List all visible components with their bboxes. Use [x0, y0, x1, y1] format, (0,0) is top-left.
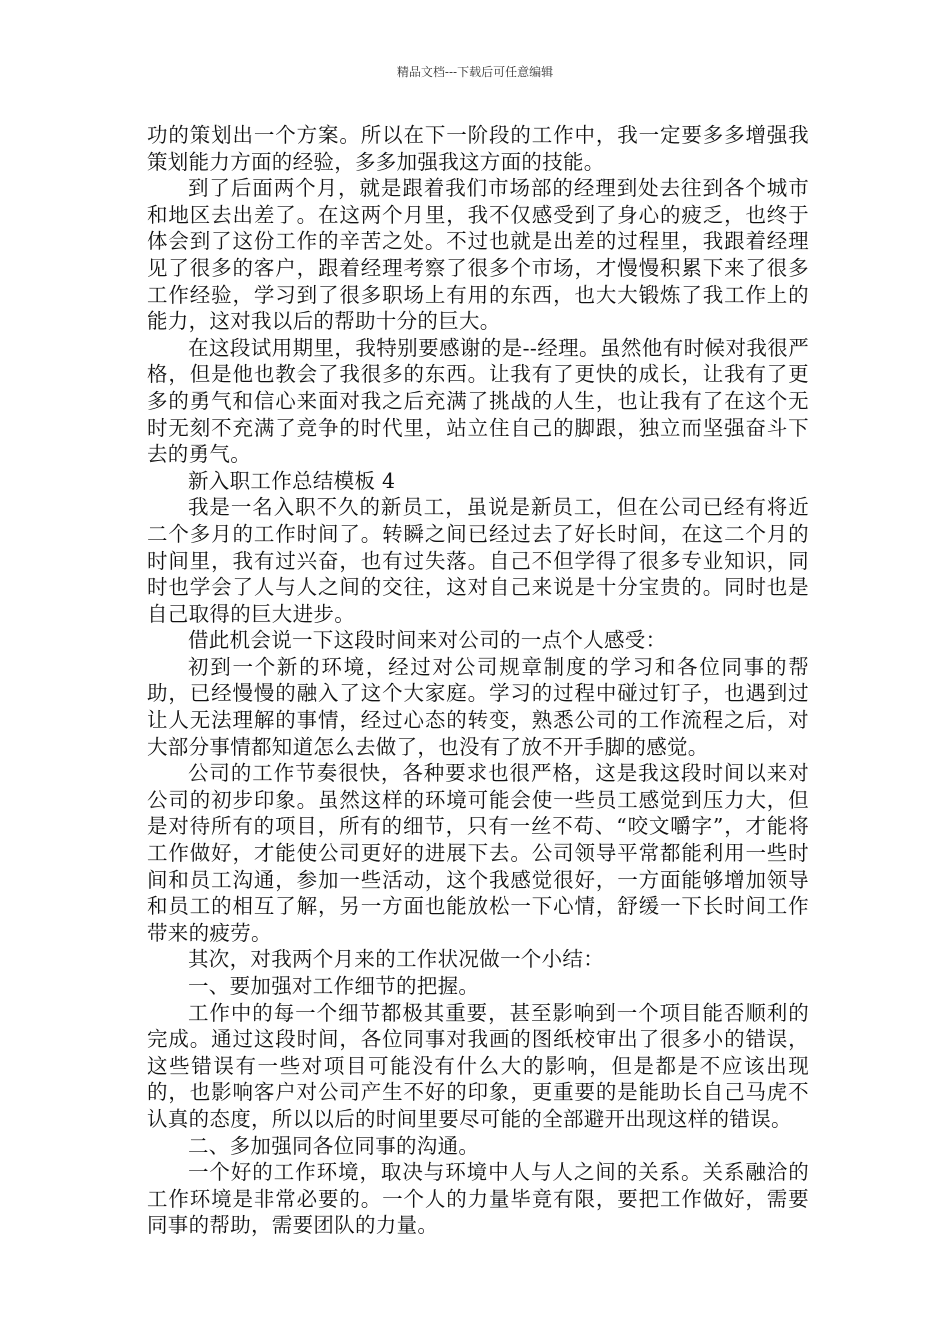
paragraph: 其次，对我两个月来的工作状况做一个小结： [188, 947, 604, 972]
paragraph: 到了后面两个月，就是跟着我们市场部的经理到处去往到各个城市和地区去出差了。在这两个月里，我不仅感受到了身心的疲乏，也终于体会到了这份工作的辛苦之处。不过也就是出差的过程里，我跟着经理见了很多的客户，跟着经理考察了很多个市场，才慢慢积累下来了很多工作经验，学习到了很多职场上有用的东西，也大大锻炼了我工作上的能力，这对我以后的帮助十分的巨大。 [147, 176, 809, 334]
subheading: 二、多加强同各位同事的沟通。 [188, 1133, 480, 1158]
paragraph: 借此机会说一下这段时间来对公司的一点个人感受： [188, 628, 667, 653]
paragraph: 在这段试用期里，我特别要感谢的是--经理。虽然他有时候对我很严格，但是他也教会了我很多的东西。让我有了更快的成长，让我有了更多的勇气和信心来面对我之后充满了挑战的人生，也让我有了在这个无时无刻不充满了竞争的时代里，站立住自己的脚跟，独立而坚强奋斗下去的勇气。 [147, 335, 809, 467]
page-header: 精品文档---下载后可任意编辑 [396, 65, 554, 79]
paragraph: 一个好的工作环境，取决与环境中人与人之间的关系。关系融洽的工作环境是非常必要的。一个人的力量毕竟有限，要把工作做好，需要同事的帮助，需要团队的力量。 [147, 1160, 809, 1238]
document-body [147, 122, 809, 1239]
subheading: 一、要加强对工作细节的把握。 [188, 974, 480, 998]
section-heading: 新入职工作总结模板 4 [188, 468, 396, 493]
paragraph: 功的策划出一个方案。所以在下一阶段的工作中，我一定要多多增强我策划能力方面的经验，多多加强我这方面的技能。 [147, 123, 809, 174]
paragraph: 我是一名入职不久的新员工，虽说是新员工，但在公司已经有将近二个多月的工作时间了。转瞬之间已经过去了好长时间，在这二个月的时间里，我有过兴奋，也有过失落。自己不但学得了很多专业知识，同时也学会了人与人之间的交往，这对自己来说是十分宝贵的。同时也是自己取得的巨大进步。 [147, 495, 809, 626]
paragraph: 工作中的每一个细节都极其重要，甚至影响到一个项目能否顺利的完成。通过这段时间，各位同事对我画的图纸校审出了很多小的错误，这些错误有一些对项目可能没有什么大的影响，但是都是不应该出现的，也影响客户对公司产生不好的印象，更重要的是能助长自己马虎不认真的态度，所以以后的时间里要尽可能的全部避开出现这样的错误。 [147, 1000, 809, 1131]
paragraph: 初到一个新的环境，经过对公司规章制度的学习和各位同事的帮助，已经慢慢的融入了这个大家庭。学习的过程中碰过钉子，也遇到过让人无法理解的事情，经过心态的转变，熟悉公司的工作流程之后，对大部分事情都知道怎么去做了，也没有了放不开手脚的感觉。 [147, 654, 809, 759]
paragraph: 公司的工作节奏很快，各种要求也很严格，这是我这段时间以来对公司的初步印象。虽然这样的环境可能会使一些员工感觉到压力大，但是对待所有的项目，所有的细节，只有一丝不苟、“咬文嚼字”，才能将工作做好，才能使公司更好的进展下去。公司领导平常都能利用一些时间和员工沟通，参加一些活动，这个我感觉很好，一方面能够增加领导和员工的相互了解，另一方面也能放松一下心情，舒缓一下长时间工作带来的疲劳。 [147, 761, 809, 945]
